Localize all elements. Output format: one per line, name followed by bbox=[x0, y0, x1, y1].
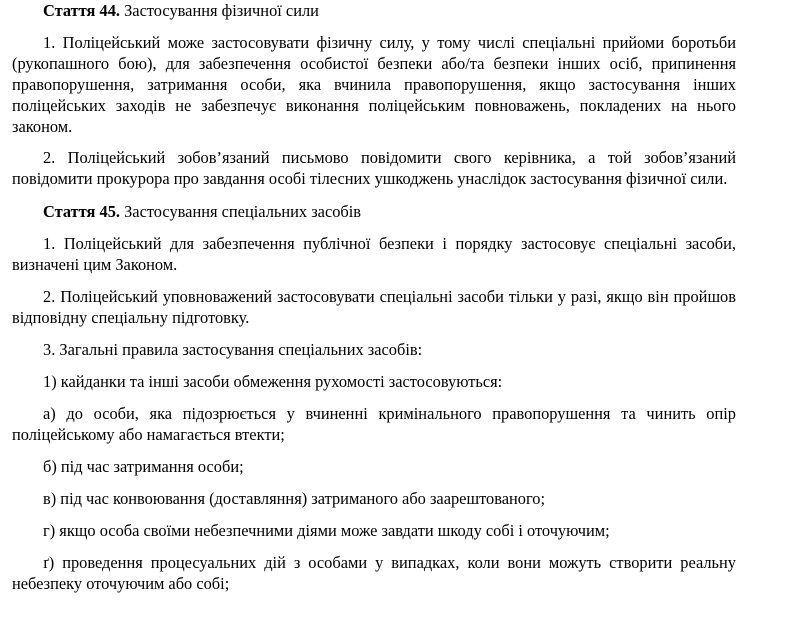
article-44-title: Застосування фізичної сили bbox=[124, 1, 319, 20]
article-45-item-1: 1) кайданки та інші засоби обмеження рухомості застосовуються: bbox=[43, 372, 503, 391]
article-45-label: Стаття 45. bbox=[43, 202, 120, 221]
article-44-paragraph-2: 2. Поліцейський зобов’язаний письмово повідомити свого керівника, а той зобов’язаний повідомити прокурора про завдання особі тілесних ушкоджень унаслідок застосування фізичної сили. bbox=[12, 148, 736, 188]
article-45-subitem-h: г) якщо особа своїми небезпечними діями може завдати шкоду собі і оточуючим; bbox=[43, 521, 610, 540]
article-45-subitem-a: а) до особи, яка підозрюється у вчиненні кримінального правопорушення та чинить опір поліцейському або намагається втекти; bbox=[12, 404, 736, 444]
article-45-paragraph-2: 2. Поліцейський уповноважений застосовувати спеціальні засоби тільки у разі, якщо він пройшов відповідну спеціальну підготовку. bbox=[12, 287, 736, 327]
article-45-subitem-g: ґ) проведення процесуальних дій з особами у випадках, коли вони можуть створити реальну небезпеку оточуючим або собі; bbox=[12, 553, 736, 593]
article-45-heading bbox=[12, 201, 736, 222]
article-45-title: Застосування спеціальних засобів bbox=[124, 202, 362, 221]
article-45-subitem-b: б) під час затримання особи; bbox=[43, 457, 244, 476]
article-44-label: Стаття 44. bbox=[43, 1, 120, 20]
article-44-heading bbox=[12, 0, 736, 21]
article-45-paragraph-3: 3. Загальні правила застосування спеціальних засобів: bbox=[43, 340, 423, 359]
article-45-paragraph-1: 1. Поліцейський для забезпечення публічної безпеки і порядку застосовує спеціальні засоби, визначені цим Законом. bbox=[12, 234, 736, 274]
article-44-paragraph-1: 1. Поліцейський може застосовувати фізичну силу, у тому числі спеціальні прийоми боротьби (рукопашного бою), для забезпечення особистої безпеки або/та безпеки інших осіб, припинення правопорушення, затримання особи, яка вчинила правопорушення, якщо застосування інших поліцейських заходів не забезпечує виконання поліцейським повноважень, покладених на нього законом. bbox=[12, 33, 736, 136]
article-45-subitem-v: в) під час конвоювання (доставляння) затриманого або заарештованого; bbox=[43, 489, 546, 508]
document-page bbox=[12, 0, 736, 594]
